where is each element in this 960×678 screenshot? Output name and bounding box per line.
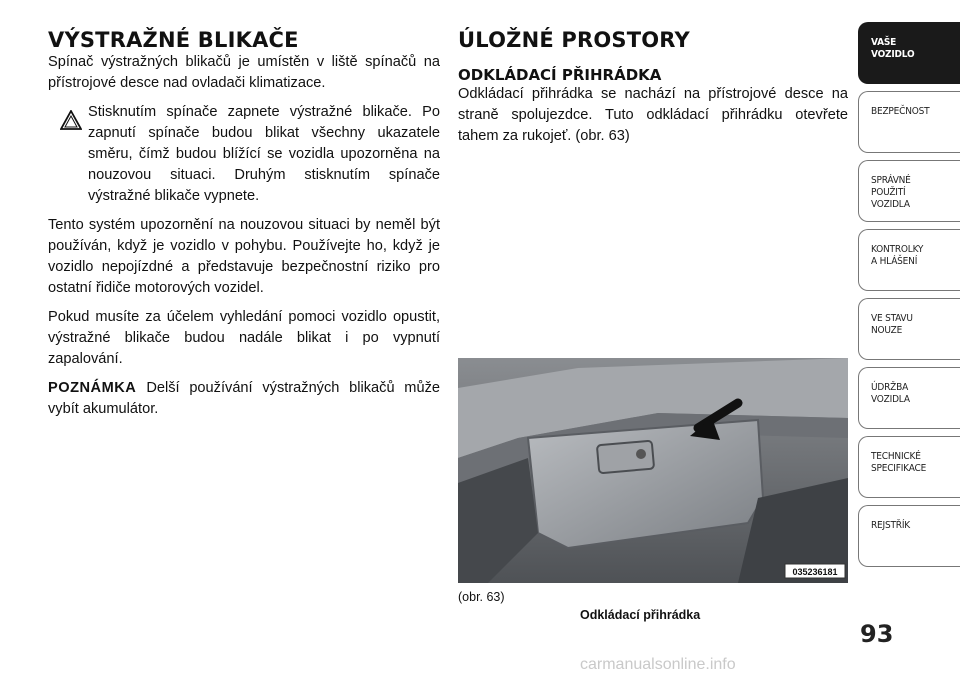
glovebox-figure xyxy=(458,358,848,583)
tab-label-line: A HLÁŠENÍ xyxy=(871,256,918,267)
tab-udrzba[interactable] xyxy=(858,367,960,429)
chapter-tabs xyxy=(858,22,960,574)
tab-label-line: VOZIDLA xyxy=(871,199,910,210)
glovebox-paragraph: Odkládací přihrádka se nachází na přístrojové desce na straně spolujezdce. Tuto odkládací přihrádku otevřete tahem za rukojeť. (obr. 63) xyxy=(458,86,848,144)
tab-label-line: SPRÁVNÉ xyxy=(871,175,911,186)
section-heading-storage: ÚLOŽNÉ PROSTORY xyxy=(458,28,690,52)
note-label: POZNÁMKA xyxy=(48,380,137,396)
intro-paragraph: Spínač výstražných blikačů je umístěn v liště spínačů na přístrojové desce nad ovladači klimatizace. xyxy=(48,54,440,91)
paragraph-ignition: Pokud musíte za účelem vyhledání pomoci vozidlo opustit, výstražné blikače budou nadále blikat i po vypnutí zapalování. xyxy=(48,309,440,367)
tab-ve-stavu-nouze[interactable] xyxy=(858,298,960,360)
tab-label-line: REJSTŘÍK xyxy=(871,520,910,531)
warning-triangle-icon xyxy=(60,110,82,130)
page-number: 93 xyxy=(860,620,894,648)
tab-label-line: VE STAVU xyxy=(871,313,913,324)
tab-label-line: VOZIDLA xyxy=(871,394,910,405)
tab-label-line: VAŠE xyxy=(871,37,897,48)
note-text: Delší používání výstražných blikačů může vybít akumulátor. xyxy=(48,380,440,417)
tab-kontrolky[interactable] xyxy=(858,229,960,291)
tab-technicke-specifikace[interactable] xyxy=(858,436,960,498)
figure-title: Odkládací přihrádka xyxy=(580,608,701,622)
subheading-glovebox: ODKLÁDACÍ PŘIHRÁDKA xyxy=(458,66,662,84)
figure-code: 035236181 xyxy=(792,567,838,577)
glovebox-illustration xyxy=(458,358,848,583)
tab-label-line: SPECIFIKACE xyxy=(871,463,927,474)
right-column xyxy=(458,28,848,147)
tab-vase-vozidlo[interactable] xyxy=(858,22,960,84)
tab-spravne-pouziti[interactable] xyxy=(858,160,960,222)
tab-label-line: POUŽITÍ xyxy=(871,187,906,198)
tab-label-line: BEZPEČNOST xyxy=(871,106,930,117)
tab-rejstrik[interactable] xyxy=(858,505,960,567)
left-column xyxy=(48,28,440,420)
tab-label-line: TECHNICKÉ xyxy=(871,451,921,462)
tab-label-line: VOZIDLO xyxy=(871,49,915,60)
tab-label-line: ÚDRŽBA xyxy=(871,382,909,393)
watermark: carmanualsonline.info xyxy=(580,656,736,673)
figure-number: (obr. 63) xyxy=(458,590,505,604)
tab-bezpecnost[interactable] xyxy=(858,91,960,153)
tab-label-line: KONTROLKY xyxy=(871,244,924,255)
tab-label-line: NOUZE xyxy=(871,325,903,336)
note-paragraph xyxy=(48,378,440,420)
section-heading-hazard: VÝSTRAŽNÉ BLIKAČE xyxy=(48,28,299,52)
paragraph-usage: Tento systém upozornění na nouzovou situaci by neměl být používán, když je vozidlo v pohybu. Používejte ho, když je vozidlo nepojízdné a představuje bezpečnostní riziko pro ostatní řidiče motorových vozidel. xyxy=(48,217,440,296)
warning-text: Stisknutím spínače zapnete výstražné blikače. Po zapnutí spínače budou blikat všechny ukazatele směru, čímž budou blížící se vozidla upozorněna na nouzovou situaci. Druhým stisknutím spínače výstražné blikače vypnete. xyxy=(88,104,440,204)
warning-block xyxy=(48,102,440,207)
